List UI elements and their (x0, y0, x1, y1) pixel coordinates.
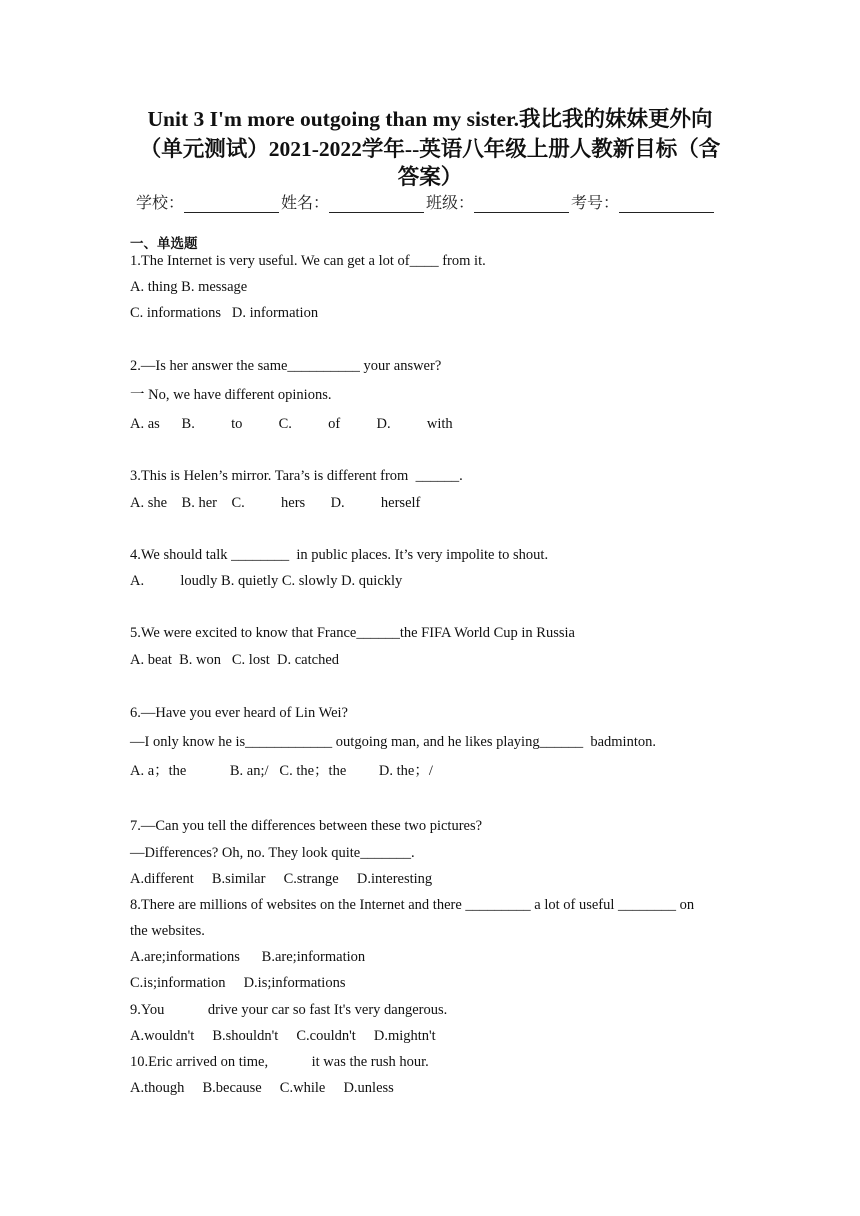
school-label: 学校： (136, 193, 185, 212)
question-4: 4.We should talk ________ in public places. It’s very impolite to shout. (130, 547, 549, 563)
exam-no-label: 考号： (571, 193, 620, 212)
school-blank[interactable] (184, 198, 279, 213)
title-line-1: Unit 3 I'm more outgoing than my sister.我比我的妹妹更外向 (147, 107, 713, 131)
question-1-options-ab: A. thing B. message (130, 279, 248, 295)
question-8-options-ab: A.are;informations B.are;information (130, 949, 366, 965)
question-2-reply: 一 No, we have different opinions. (130, 387, 332, 403)
question-5: 5.We were excited to know that France______the FIFA World Cup in Russia (130, 625, 575, 641)
question-8-options-cd: C.is;information D.is;informations (130, 975, 346, 991)
question-10-options: A.though B.because C.while D.unless (130, 1080, 394, 1096)
question-7: 7.—Can you tell the differences between these two pictures? (130, 818, 483, 834)
question-6-reply: —I only know he is____________ outgoing man, and he likes playing______ badminton. (130, 734, 656, 750)
question-2-options: A. as B. to C. of D. with (130, 416, 453, 432)
question-1-options-cd: C. informations D. information (130, 305, 319, 321)
title-line-3: 答案） (397, 165, 463, 189)
question-8-continued: the websites. (130, 923, 205, 939)
question-1: 1.The Internet is very useful. We can get a lot of____ from it. (130, 253, 486, 269)
question-9: 9.You drive your car so fast It's very dangerous. (130, 1002, 448, 1018)
question-7-reply: —Differences? Oh, no. They look quite_______. (130, 845, 415, 861)
question-2: 2.—Is her answer the same__________ your answer? (130, 358, 442, 374)
name-label: 姓名： (281, 193, 330, 212)
question-10: 10.Eric arrived on time, it was the rush hour. (130, 1054, 429, 1070)
question-3-options: A. she B. her C. hers D. herself (130, 495, 421, 511)
question-3: 3.This is Helen’s mirror. Tara’s is different from ______. (130, 468, 463, 484)
class-label: 班级： (426, 193, 475, 212)
student-info-row (136, 190, 716, 213)
question-8: 8.There are millions of websites on the Internet and there _________ a lot of useful ________ on (130, 897, 695, 913)
question-5-options: A. beat B. won C. lost D. catched (130, 652, 340, 668)
question-4-options: A. loudly B. quietly C. slowly D. quickly (130, 573, 403, 589)
exam-no-blank[interactable] (619, 198, 714, 213)
name-blank[interactable] (329, 198, 424, 213)
question-6: 6.—Have you ever heard of Lin Wei? (130, 705, 348, 721)
question-6-options: A. a；the B. an;/ C. the；the D. the；/ (130, 763, 433, 779)
title-line-2: （单元测试）2021-2022学年--英语八年级上册人教新目标（含 (139, 137, 721, 161)
class-blank[interactable] (474, 198, 569, 213)
question-7-options: A.different B.similar C.strange D.interesting (130, 871, 433, 887)
section-title: 一、单选题 (130, 236, 198, 252)
question-9-options: A.wouldn't B.shouldn't C.couldn't D.mightn't (130, 1028, 436, 1044)
